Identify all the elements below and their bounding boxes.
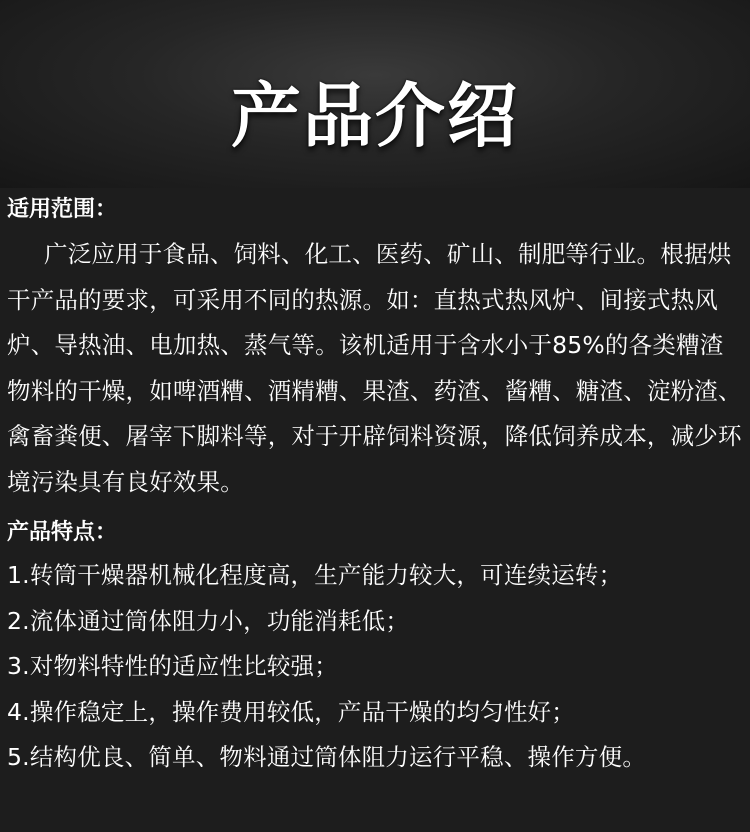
feature-item: 3.对物料特性的适应性比较强； [7,652,338,680]
product-description [7,190,745,781]
scope-heading: 适用范围： [7,197,118,222]
feature-item: 4.操作稳定上，操作费用较低，产品干燥的均匀性好； [7,697,575,726]
feature-item: 1.转筒干燥器机械化程度高，生产能力较大，可连续运转； [7,561,623,589]
features-list [7,553,745,781]
hero-banner [0,0,750,188]
page-title: 产品介绍 [231,75,519,157]
features-heading: 产品特点： [7,520,118,545]
feature-item: 2.流体通过筒体阻力小，功能消耗低； [7,606,410,635]
scope-body: 广泛应用于食品、饲料、化工、医药、矿山、制肥等行业。根据烘干产品的要求，可采用不同的热源。如：直热式热风炉、间接式热风炉、导热油、电加热、蒸气等。该机适用于含水小于85%的各类糟渣物料的干燥，如啤酒糟、酒精糟、果渣、药渣、酱糟、糖渣、淀粉渣、禽畜粪便、屠宰下脚料等，对于开辟饲料资源，降低饲养成本，减少环境污染具有良好效果。 [7,240,742,496]
feature-item: 5.结构优良、简单、物料通过筒体阻力运行平稳、操作方便。 [7,743,647,771]
